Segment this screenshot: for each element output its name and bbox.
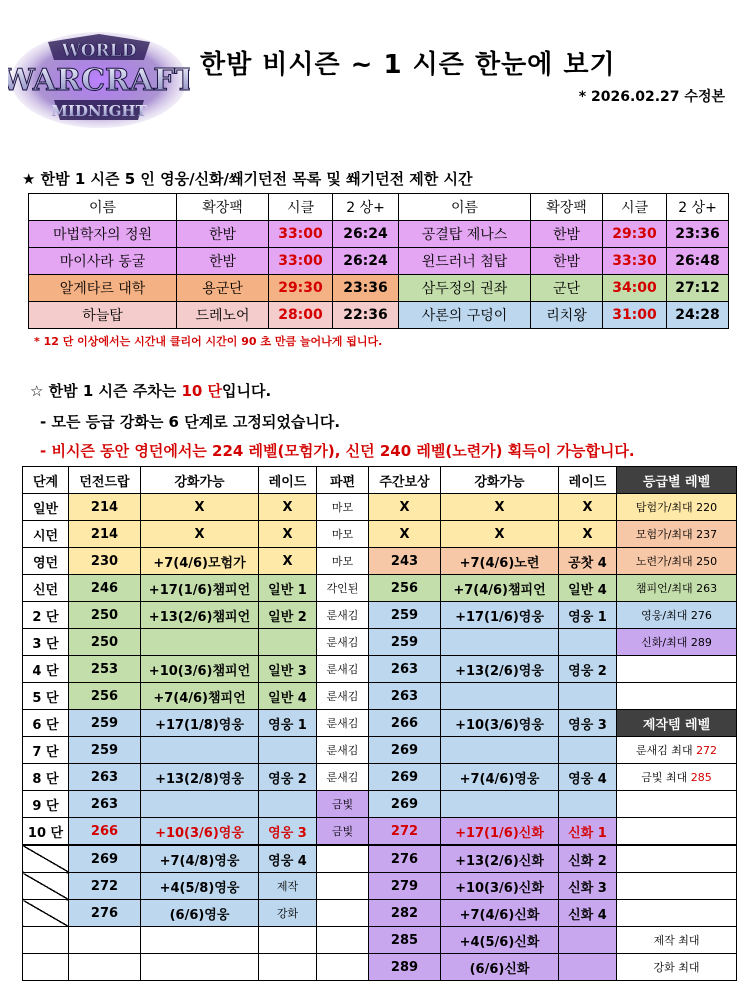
two-chest-time: 26:48 — [667, 248, 729, 275]
dungeon-name: 마이사라 동굴 — [29, 248, 177, 275]
header-cell: 던전드랍 — [69, 467, 141, 494]
time-limit: 31:00 — [603, 302, 667, 329]
upgrade-track: X — [141, 521, 259, 548]
upgrade-track: (6/6)신화 — [441, 954, 559, 981]
weekly-reward: 282 — [369, 900, 441, 927]
empty-cell — [23, 954, 69, 981]
time-limit: 34:00 — [603, 275, 667, 302]
weekly-reward: X — [369, 494, 441, 521]
upgrade-track: +7(4/6)노련 — [441, 548, 559, 575]
table-row — [23, 873, 737, 900]
two-chest-time: 23:36 — [667, 221, 729, 248]
raid-difficulty: 영웅 4 — [259, 845, 317, 873]
empty-cell — [317, 954, 369, 981]
table-row — [23, 845, 737, 873]
two-chest-time: 23:36 — [333, 275, 399, 302]
crafted-level-value: 272 — [696, 744, 718, 757]
raid-difficulty — [259, 629, 317, 656]
dungeon-drop: 263 — [69, 764, 141, 791]
dungeon-drop: 259 — [69, 737, 141, 764]
upgrade-track: X — [141, 494, 259, 521]
header-cell: 이름 — [399, 194, 531, 221]
upgrade-track: +7(4/6)챔피언 — [141, 683, 259, 710]
expansion: 한밤 — [177, 221, 269, 248]
table-row — [23, 575, 737, 602]
weekly-reward: 269 — [369, 791, 441, 818]
crest: 룬새김 — [317, 629, 369, 656]
dungeon-row — [29, 221, 729, 248]
dungeon-drop: 250 — [69, 629, 141, 656]
crest: 룬새김 — [317, 710, 369, 737]
upgrade-track: +10(3/6)신화 — [441, 873, 559, 900]
header-cell: 확장팩 — [531, 194, 603, 221]
expansion: 한밤 — [531, 248, 603, 275]
raid-difficulty: X — [559, 521, 617, 548]
upgrade-track: +10(3/6)영웅 — [441, 710, 559, 737]
raid-difficulty: 영웅 2 — [259, 764, 317, 791]
upgrade-track: +13(2/6)챔피언 — [141, 602, 259, 629]
empty-cell — [141, 927, 259, 954]
item-level-table — [22, 466, 737, 981]
dungeon-drop: 230 — [69, 548, 141, 575]
header-cell: 2 상+ — [667, 194, 729, 221]
dungeon-drop: 266 — [69, 818, 141, 846]
upgrade-track: +7(4/6)모험가 — [141, 548, 259, 575]
upgrade-track: +10(3/6)챔피언 — [141, 656, 259, 683]
crest — [317, 900, 369, 927]
dungeon-drop: 250 — [69, 602, 141, 629]
empty-cell — [259, 954, 317, 981]
table-row — [23, 548, 737, 575]
raid-difficulty: 신화 2 — [559, 845, 617, 873]
grade-level — [617, 791, 737, 818]
upgrade-track — [141, 737, 259, 764]
raid-difficulty: 제작 — [259, 873, 317, 900]
weekly-reward: X — [369, 521, 441, 548]
crest: 금빛 — [317, 791, 369, 818]
raid-difficulty — [559, 927, 617, 954]
weekly-reward: 269 — [369, 737, 441, 764]
raid-difficulty — [259, 737, 317, 764]
tier-cell: 5 단 — [23, 683, 69, 710]
table-row — [23, 683, 737, 710]
weekly-reward: 263 — [369, 683, 441, 710]
crest: 룬새김 — [317, 683, 369, 710]
tier-cell: 일반 — [23, 494, 69, 521]
tier-cell: 시던 — [23, 521, 69, 548]
weekly-reward: 276 — [369, 845, 441, 873]
dungeon-table-header — [29, 194, 729, 221]
raid-difficulty: 일반 4 — [559, 575, 617, 602]
grade-level: 챔피언/최대 263 — [617, 575, 737, 602]
upgrade-track — [441, 683, 559, 710]
table-row — [23, 629, 737, 656]
upgrade-track: +4(5/8)영웅 — [141, 873, 259, 900]
tier-cell: 3 단 — [23, 629, 69, 656]
raid-difficulty: X — [259, 494, 317, 521]
revision-date: * 2026.02.27 수정본 — [578, 89, 725, 105]
upgrade-track: +17(1/6)챔피언 — [141, 575, 259, 602]
raid-difficulty: 일반 1 — [259, 575, 317, 602]
crest: 마모 — [317, 548, 369, 575]
season-heading — [30, 380, 271, 401]
crest: 룬새김 — [317, 764, 369, 791]
raid-difficulty — [559, 954, 617, 981]
header-cell: 이름 — [29, 194, 177, 221]
tier-cell: 8 단 — [23, 764, 69, 791]
raid-difficulty: 강화 — [259, 900, 317, 927]
dungeon-section-heading: ★ 한밤 1 시즌 5 인 영웅/신화/쐐기던전 목록 및 쐐기던전 제한 시간 — [22, 170, 473, 188]
time-limit: 33:00 — [269, 248, 333, 275]
dungeon-drop: 269 — [69, 845, 141, 873]
raid-difficulty: 일반 3 — [259, 656, 317, 683]
raid-difficulty: 신화 1 — [559, 818, 617, 846]
upgrade-track: +13(2/6)영웅 — [441, 656, 559, 683]
expansion: 리치왕 — [531, 302, 603, 329]
grade-level — [617, 900, 737, 927]
table-row — [23, 818, 737, 846]
upgrade-track: +13(2/6)신화 — [441, 845, 559, 873]
upgrade-track — [441, 629, 559, 656]
table-row — [23, 710, 737, 737]
expansion: 한밤 — [177, 248, 269, 275]
expansion: 용군단 — [177, 275, 269, 302]
empty-cell — [23, 927, 69, 954]
raid-difficulty: 일반 4 — [259, 683, 317, 710]
crest: 각인된 — [317, 575, 369, 602]
header-cell: 주간보상 — [369, 467, 441, 494]
dungeon-row — [29, 302, 729, 329]
raid-difficulty — [559, 629, 617, 656]
crest — [317, 873, 369, 900]
dungeon-row — [29, 248, 729, 275]
upgrade-track: +10(3/6)영웅 — [141, 818, 259, 846]
upgrade-track: X — [441, 521, 559, 548]
raid-difficulty: 영웅 1 — [559, 602, 617, 629]
table-row — [23, 521, 737, 548]
grade-level — [617, 845, 737, 873]
tier-cell: 영던 — [23, 548, 69, 575]
craft-max: 제작 최대 — [617, 927, 737, 954]
upgrade-track — [441, 737, 559, 764]
empty-cell — [69, 927, 141, 954]
weekly-reward: 285 — [369, 927, 441, 954]
raid-difficulty: 영웅 1 — [259, 710, 317, 737]
header-cell: 레이드 — [559, 467, 617, 494]
svg-text:WARCRAFT: WARCRAFT — [8, 63, 190, 98]
raid-difficulty: 영웅 2 — [559, 656, 617, 683]
time-limit: 29:30 — [603, 221, 667, 248]
expansion: 드레노어 — [177, 302, 269, 329]
dungeon-name: 윈드러너 첨탑 — [399, 248, 531, 275]
raid-difficulty: X — [559, 494, 617, 521]
table-row — [23, 602, 737, 629]
time-limit: 28:00 — [269, 302, 333, 329]
crafted-level-value: 285 — [690, 771, 712, 784]
raid-difficulty — [559, 683, 617, 710]
dungeon-name: 마법학자의 정원 — [29, 221, 177, 248]
grade-level: 노련가/최대 250 — [617, 548, 737, 575]
upgrade-track: +4(5/6)신화 — [441, 927, 559, 954]
upgrade-track: +7(4/6)신화 — [441, 900, 559, 927]
header-cell: 시클 — [603, 194, 667, 221]
weekly-reward: 289 — [369, 954, 441, 981]
tier-cell: 2 단 — [23, 602, 69, 629]
upgrade-track: +7(4/6)영웅 — [441, 764, 559, 791]
dungeon-drop: 246 — [69, 575, 141, 602]
table-row — [23, 900, 737, 927]
dungeon-drop: 276 — [69, 900, 141, 927]
dungeon-name: 공결탑 제나스 — [399, 221, 531, 248]
table-row — [23, 954, 737, 981]
grade-level: 탐험가/최대 220 — [617, 494, 737, 521]
two-chest-time: 22:36 — [333, 302, 399, 329]
crest: 룬새김 — [317, 656, 369, 683]
raid-difficulty: 신화 3 — [559, 873, 617, 900]
crest: 금빛 — [317, 818, 369, 846]
tier-cell: 신던 — [23, 575, 69, 602]
time-note: * 12 단 이상에서는 시간내 클리어 시간이 90 초 만큼 늘어나게 됩니다. — [34, 335, 383, 348]
svg-text:WORLD: WORLD — [61, 41, 137, 61]
header-cell: 2 상+ — [333, 194, 399, 221]
upgrade-track — [141, 791, 259, 818]
raid-difficulty — [259, 791, 317, 818]
grade-level: 금빛 최대 285 — [617, 764, 737, 791]
header-cell: 강화가능 — [141, 467, 259, 494]
header-cell: 등급별 레벨 — [617, 467, 737, 494]
upgrade-track: +17(1/6)신화 — [441, 818, 559, 846]
header-cell: 시클 — [269, 194, 333, 221]
tier-cell: 6 단 — [23, 710, 69, 737]
svg-text:MIDNIGHT: MIDNIGHT — [51, 102, 147, 120]
page-title: 한밤 비시즌 ~ 1 시즌 한눈에 보기 — [200, 50, 616, 80]
table-row — [23, 764, 737, 791]
raid-difficulty — [559, 737, 617, 764]
season-heading-pre: ☆ 한밤 1 시즌 주차는 — [30, 382, 182, 400]
table-row — [23, 494, 737, 521]
empty-cell — [141, 954, 259, 981]
weekly-reward: 259 — [369, 602, 441, 629]
grade-level — [617, 873, 737, 900]
dungeon-drop: 263 — [69, 791, 141, 818]
expansion: 한밤 — [531, 221, 603, 248]
two-chest-time: 24:28 — [667, 302, 729, 329]
two-chest-time: 27:12 — [667, 275, 729, 302]
upgrade-track: +17(1/6)영웅 — [441, 602, 559, 629]
dungeon-name: 삼두정의 권좌 — [399, 275, 531, 302]
diagonal-cell — [23, 873, 69, 900]
diagonal-cell — [23, 845, 69, 873]
header-cell: 레이드 — [259, 467, 317, 494]
upgrade-track — [141, 629, 259, 656]
two-chest-time: 26:24 — [333, 221, 399, 248]
dungeon-drop: 256 — [69, 683, 141, 710]
header-cell: 확장팩 — [177, 194, 269, 221]
raid-difficulty: X — [259, 548, 317, 575]
weekly-reward: 269 — [369, 764, 441, 791]
weekly-reward: 243 — [369, 548, 441, 575]
grade-level: 모험가/최대 237 — [617, 521, 737, 548]
weekly-reward: 263 — [369, 656, 441, 683]
upgrade-track: (6/6)영웅 — [141, 900, 259, 927]
wow-midnight-logo — [8, 30, 190, 130]
raid-difficulty: X — [259, 521, 317, 548]
header-cell: 강화가능 — [441, 467, 559, 494]
upgrade-track: +17(1/8)영웅 — [141, 710, 259, 737]
upgrade-track: +7(4/8)영웅 — [141, 845, 259, 873]
offseason-note: - 비시즌 동안 영던에서는 224 레벨(모험가), 신던 240 레벨(노련가) 획득이 가능합니다. — [40, 442, 635, 460]
upgrade-track: +13(2/8)영웅 — [141, 764, 259, 791]
raid-difficulty: 신화 4 — [559, 900, 617, 927]
dungeon-drop: 272 — [69, 873, 141, 900]
time-limit: 33:30 — [603, 248, 667, 275]
dungeon-name: 사론의 구덩이 — [399, 302, 531, 329]
grade-level — [617, 818, 737, 846]
item-table-header — [23, 467, 737, 494]
upgrade-max: 강화 최대 — [617, 954, 737, 981]
raid-difficulty — [559, 791, 617, 818]
table-row — [23, 927, 737, 954]
raid-difficulty: 영웅 4 — [559, 764, 617, 791]
time-limit: 33:00 — [269, 221, 333, 248]
weekly-reward: 259 — [369, 629, 441, 656]
crest — [317, 845, 369, 873]
table-row — [23, 656, 737, 683]
raid-difficulty: 공찻 4 — [559, 548, 617, 575]
time-limit: 29:30 — [269, 275, 333, 302]
grade-level — [617, 656, 737, 683]
grade-level: 룬새김 최대 272 — [617, 737, 737, 764]
dungeon-drop: 259 — [69, 710, 141, 737]
dungeon-drop: 214 — [69, 494, 141, 521]
crest: 룬새김 — [317, 737, 369, 764]
weekly-reward: 266 — [369, 710, 441, 737]
crest: 룬새김 — [317, 602, 369, 629]
weekly-reward: 256 — [369, 575, 441, 602]
upgrade-track — [441, 791, 559, 818]
dungeon-table — [28, 193, 729, 329]
crafted-level-header: 제작템 레벨 — [617, 710, 737, 737]
raid-difficulty: 영웅 3 — [559, 710, 617, 737]
upgrade-note: - 모든 등급 강화는 6 단계로 고정되었습니다. — [40, 413, 341, 431]
tier-cell: 7 단 — [23, 737, 69, 764]
upgrade-track: X — [441, 494, 559, 521]
empty-cell — [259, 927, 317, 954]
header-cell: 단계 — [23, 467, 69, 494]
crest: 마모 — [317, 494, 369, 521]
dungeon-name: 알게타르 대학 — [29, 275, 177, 302]
dungeon-drop: 253 — [69, 656, 141, 683]
table-row — [23, 737, 737, 764]
dungeon-name: 하늘탑 — [29, 302, 177, 329]
season-heading-highlight: 10 단 — [181, 382, 223, 400]
dungeon-drop: 214 — [69, 521, 141, 548]
tier-cell: 10 단 — [23, 818, 69, 846]
dungeon-row — [29, 275, 729, 302]
header-cell: 파편 — [317, 467, 369, 494]
two-chest-time: 26:24 — [333, 248, 399, 275]
table-row — [23, 791, 737, 818]
crest: 마모 — [317, 521, 369, 548]
upgrade-track: +7(4/6)챔피언 — [441, 575, 559, 602]
grade-level: 신화/최대 289 — [617, 629, 737, 656]
empty-cell — [317, 927, 369, 954]
raid-difficulty: 일반 2 — [259, 602, 317, 629]
tier-cell: 9 단 — [23, 791, 69, 818]
empty-cell — [69, 954, 141, 981]
weekly-reward: 279 — [369, 873, 441, 900]
tier-cell: 4 단 — [23, 656, 69, 683]
weekly-reward: 272 — [369, 818, 441, 846]
grade-level — [617, 683, 737, 710]
grade-level: 영웅/최대 276 — [617, 602, 737, 629]
season-heading-post: 입니다. — [222, 382, 272, 400]
expansion: 군단 — [531, 275, 603, 302]
raid-difficulty: 영웅 3 — [259, 818, 317, 846]
diagonal-cell — [23, 900, 69, 927]
